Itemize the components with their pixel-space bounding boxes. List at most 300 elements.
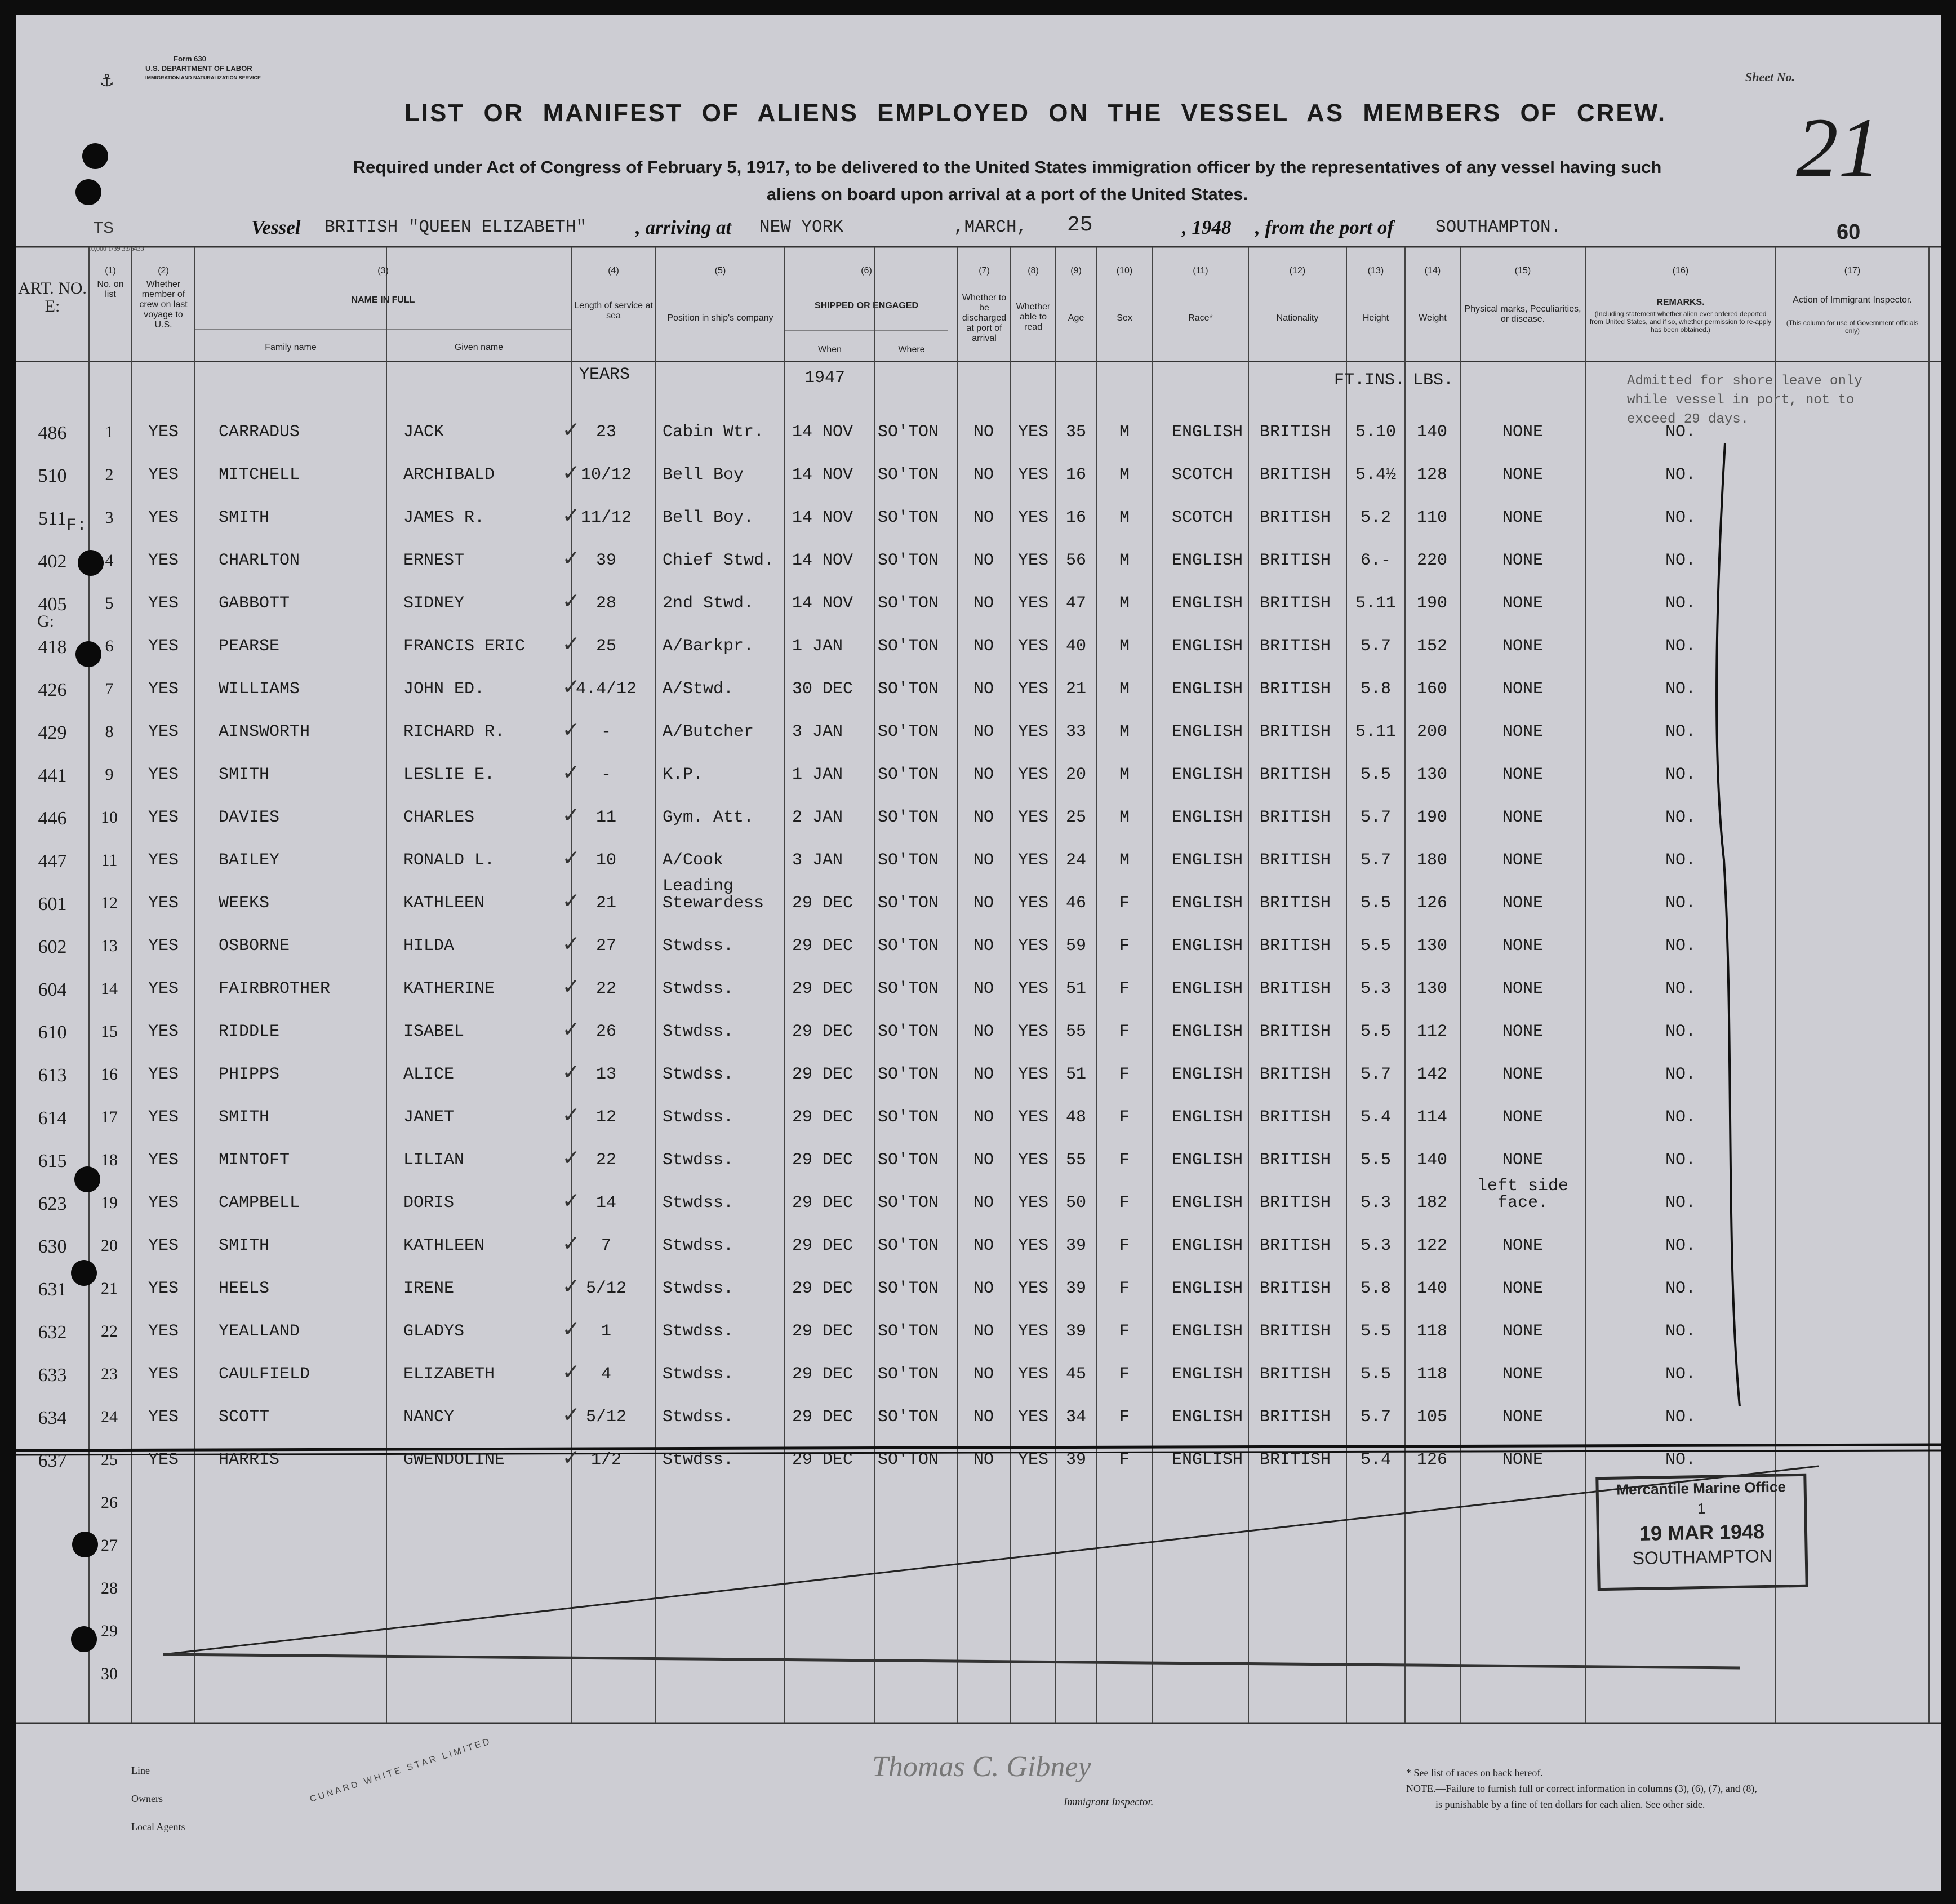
cell-position: Stwdss.: [663, 1450, 734, 1470]
cell-service: 26: [595, 1022, 616, 1041]
cell-where: SO'TON: [878, 508, 939, 527]
cell-age: 34: [1065, 1408, 1086, 1427]
checkmark-icon: ✓: [563, 1017, 579, 1045]
cell-position: A/Barkpr.: [663, 637, 754, 656]
cell-last: YES: [148, 508, 179, 527]
cell-position: Stwdss.: [663, 1193, 734, 1213]
cell-height: 5.7: [1360, 851, 1391, 870]
cell-height: 5.10: [1355, 423, 1396, 442]
cell-age: 16: [1065, 508, 1086, 527]
cell-read: YES: [1017, 1151, 1048, 1170]
cell-age: 48: [1065, 1108, 1086, 1127]
cell-weight: 142: [1416, 1065, 1447, 1084]
cell-sex: M: [1119, 594, 1130, 613]
cell-service: 1/2: [590, 1450, 621, 1470]
cell-no: 6: [105, 637, 114, 655]
cell-remarks: NO.: [1665, 937, 1696, 956]
cell-sex: F: [1119, 1450, 1130, 1470]
cell-last: YES: [148, 423, 179, 442]
cell-race: ENGLISH: [1172, 1108, 1243, 1127]
checkmark-icon: ✓: [563, 503, 579, 531]
cell-height: 5.5: [1360, 937, 1391, 956]
cell-given: JANET: [403, 1108, 455, 1127]
column-number-c9: (9): [1070, 266, 1082, 276]
arriving-label: , arriving at: [635, 216, 732, 238]
cell-marks: NONE: [1502, 594, 1543, 613]
cell-nat: BRITISH: [1260, 1193, 1331, 1213]
cell-last: YES: [148, 1108, 179, 1127]
cell-when: 29 DEC: [792, 1193, 853, 1213]
cell-race: ENGLISH: [1172, 594, 1243, 613]
cell-race: ENGLISH: [1172, 1022, 1243, 1041]
cell-weight: 152: [1416, 637, 1447, 656]
subtitle-line-1: Required under Act of Congress of February 5, 1917, to be delivered to the United States immigration officer by the representatives of any vessel having such: [353, 157, 1662, 177]
cell-height: 5.8: [1360, 680, 1391, 699]
cell-weight: 118: [1416, 1322, 1447, 1341]
cell-service: 11: [595, 808, 616, 827]
checkmark-icon: ✓: [563, 1359, 579, 1387]
cell-height: 5.7: [1360, 1408, 1391, 1427]
cell-family: MINTOFT: [219, 1151, 290, 1170]
cell-service: 39: [595, 551, 616, 570]
cell-sex: M: [1119, 508, 1130, 527]
cell-no: 11: [101, 851, 118, 869]
cell-family: WEEKS: [219, 894, 270, 913]
cell-when: 29 DEC: [792, 1365, 853, 1384]
cell-service: 5/12: [585, 1279, 626, 1298]
cell-when: 2 JAN: [792, 808, 843, 827]
cell-given: ALICE: [403, 1065, 455, 1084]
cell-where: SO'TON: [878, 937, 939, 956]
cell-height: 5.5: [1360, 765, 1391, 784]
cell-given: IRENE: [403, 1279, 455, 1298]
cell-weight: 126: [1416, 1450, 1447, 1470]
column-header-c3b: Given name: [454, 343, 504, 352]
cell-disch: NO: [973, 1408, 994, 1427]
cell-disch: NO: [973, 1450, 994, 1470]
service-name: IMMIGRATION AND NATURALIZATION SERVICE: [145, 75, 261, 81]
cell-weight: 200: [1416, 722, 1447, 742]
cell-last: YES: [148, 1322, 179, 1341]
cell-last: YES: [148, 722, 179, 742]
cell-when: 29 DEC: [792, 979, 853, 998]
cell-weight: 130: [1416, 937, 1447, 956]
cell-last: YES: [148, 680, 179, 699]
cell-position: Stwdss.: [663, 1365, 734, 1384]
cell-read: YES: [1017, 423, 1048, 442]
column-header-c17: Action of Immigrant Inspector.: [1793, 295, 1912, 305]
cell-disch: NO: [973, 1322, 994, 1341]
cell-given: RONALD L.: [403, 851, 495, 870]
cell-given: KATHLEEN: [403, 1236, 485, 1255]
cell-no: 17: [101, 1108, 118, 1126]
footer-agents-label: Local Agents: [131, 1821, 185, 1832]
form-number: Form 630: [174, 55, 206, 63]
cell-read: YES: [1017, 1108, 1048, 1127]
cell-marks: NONE: [1502, 423, 1543, 442]
cell-marks: NONE: [1502, 1151, 1543, 1170]
cell-race: ENGLISH: [1172, 551, 1243, 570]
cell-no: 7: [105, 680, 114, 698]
cell-disch: NO: [973, 637, 994, 656]
footer-owners-label: Owners: [131, 1793, 163, 1804]
empty-row-number: 28: [101, 1579, 118, 1597]
cell-disch: NO: [973, 1193, 994, 1213]
cell-when: 29 DEC: [792, 937, 853, 956]
cell-art: 426: [38, 680, 67, 700]
cell-no: 8: [105, 722, 114, 741]
remark-note: Admitted for shore leave only while vessel in port, not to exceed 29 days.: [1627, 374, 1862, 427]
cell-art: 418: [38, 637, 67, 658]
cell-disch: NO: [973, 937, 994, 956]
cell-service: 28: [595, 594, 616, 613]
cell-given: NANCY: [403, 1408, 455, 1427]
cell-weight: 190: [1416, 808, 1447, 827]
cell-when: 29 DEC: [792, 1236, 853, 1255]
cell-nat: BRITISH: [1260, 551, 1331, 570]
sheet-label: Sheet No.: [1745, 70, 1795, 84]
cell-art: 634: [38, 1408, 67, 1428]
cell-family: SMITH: [219, 508, 270, 527]
cell-marks: NONE: [1502, 765, 1543, 784]
cell-read: YES: [1017, 594, 1048, 613]
cell-age: 21: [1065, 680, 1086, 699]
cell-age: 39: [1065, 1236, 1086, 1255]
cell-remarks: NO.: [1665, 1022, 1696, 1041]
department-name: U.S. DEPARTMENT OF LABOR: [145, 64, 252, 73]
cell-family: YEALLAND: [219, 1322, 300, 1341]
from-label: , from the port of: [1255, 216, 1394, 238]
cell-sex: F: [1119, 1022, 1130, 1041]
cell-read: YES: [1017, 1236, 1048, 1255]
column-number-c10: (10): [1116, 266, 1133, 276]
cell-given: ARCHIBALD: [403, 465, 495, 485]
unit-label-unit_years: YEARS: [579, 365, 630, 384]
cell-no: 15: [101, 1022, 118, 1041]
cell-marks: NONE: [1502, 1022, 1543, 1041]
cell-family: SMITH: [219, 1108, 270, 1127]
cell-art: 637: [38, 1450, 67, 1471]
cell-height: 5.7: [1360, 1065, 1391, 1084]
cell-given: HILDA: [403, 937, 455, 956]
cell-height: 6.-: [1360, 551, 1391, 570]
cell-family: AINSWORTH: [219, 722, 310, 742]
cell-marks: left side face.: [1477, 1177, 1569, 1213]
cell-when: 29 DEC: [792, 1450, 853, 1470]
cell-where: SO'TON: [878, 851, 939, 870]
cell-read: YES: [1017, 637, 1048, 656]
vessel-name: BRITISH "QUEEN ELIZABETH": [324, 218, 587, 237]
inspector-label: Immigrant Inspector.: [1064, 1796, 1154, 1808]
cell-position: 2nd Stwd.: [663, 594, 754, 613]
cell-weight: 130: [1416, 979, 1447, 998]
cell-service: 22: [595, 1151, 616, 1170]
cell-position: Cabin Wtr.: [663, 423, 764, 442]
cell-position: A/Cook: [663, 851, 724, 870]
cell-height: 5.4: [1360, 1450, 1391, 1470]
cell-race: ENGLISH: [1172, 979, 1243, 998]
cell-age: 59: [1065, 937, 1086, 956]
cell-age: 35: [1065, 423, 1086, 442]
column-note-c17_note: (This column for use of Government officials only): [1786, 319, 1919, 335]
cell-no: 18: [101, 1151, 118, 1169]
cell-race: ENGLISH: [1172, 680, 1243, 699]
cell-height: 5.3: [1360, 979, 1391, 998]
cell-when: 14 NOV: [792, 465, 853, 485]
cell-where: SO'TON: [878, 808, 939, 827]
checkmark-icon: ✓: [563, 1445, 579, 1473]
cell-where: SO'TON: [878, 423, 939, 442]
cell-service: 25: [595, 637, 616, 656]
footer-note-races: * See list of races on back hereof.: [1406, 1767, 1543, 1778]
column-header-c15: Physical marks, Peculiarities, or disease.: [1464, 304, 1581, 324]
cell-sex: F: [1119, 1322, 1130, 1341]
checkmark-icon: ✓: [563, 802, 579, 831]
cell-service: 12: [595, 1108, 616, 1127]
cell-disch: NO: [973, 680, 994, 699]
cell-marks: NONE: [1502, 1279, 1543, 1298]
cell-disch: NO: [973, 851, 994, 870]
cell-height: 5.5: [1360, 1151, 1391, 1170]
cell-read: YES: [1017, 1022, 1048, 1041]
cell-disch: NO: [973, 1108, 994, 1127]
cell-height: 5.4½: [1355, 465, 1396, 485]
cell-where: SO'TON: [878, 1193, 939, 1213]
cell-age: 40: [1065, 637, 1086, 656]
cell-given: GLADYS: [403, 1322, 465, 1341]
cell-where: SO'TON: [878, 680, 939, 699]
cell-sex: M: [1119, 680, 1130, 699]
column-number-c5: (5): [714, 266, 726, 276]
cell-sex: F: [1119, 1108, 1130, 1127]
column-header-c3: NAME IN FULL: [351, 295, 415, 305]
cell-marks: NONE: [1502, 851, 1543, 870]
cell-sex: M: [1119, 722, 1130, 742]
cell-where: SO'TON: [878, 1151, 939, 1170]
column-header-c4: Length of service at sea: [574, 301, 653, 321]
column-header-c10: Sex: [1117, 313, 1132, 323]
cell-family: WILLIAMS: [219, 680, 300, 699]
cell-read: YES: [1017, 465, 1048, 485]
checkmark-icon: ✓: [563, 974, 579, 1002]
cell-given: SIDNEY: [403, 594, 465, 613]
cell-remarks: NO.: [1665, 594, 1696, 613]
cell-height: 5.5: [1360, 1365, 1391, 1384]
cell-read: YES: [1017, 894, 1048, 913]
punch-hole: [71, 1260, 97, 1286]
cell-no: 1: [105, 423, 114, 441]
cell-last: YES: [148, 1151, 179, 1170]
cell-position: Stwdss.: [663, 1408, 734, 1427]
cell-no: 12: [101, 894, 118, 912]
cell-family: SMITH: [219, 765, 270, 784]
cell-race: ENGLISH: [1172, 722, 1243, 742]
cell-when: 29 DEC: [792, 894, 853, 913]
cell-weight: 110: [1416, 508, 1447, 527]
cell-weight: 220: [1416, 551, 1447, 570]
column-number-c1: (1): [105, 266, 116, 276]
vessel-label: Vessel: [251, 216, 301, 238]
cell-last: YES: [148, 1450, 179, 1470]
column-number-c3: (3): [377, 266, 389, 276]
cell-family: CAULFIELD: [219, 1365, 310, 1384]
cell-art: 613: [38, 1065, 67, 1086]
cell-position: Stwdss.: [663, 1151, 734, 1170]
cell-marks: NONE: [1502, 722, 1543, 742]
cell-age: 45: [1065, 1365, 1086, 1384]
cell-weight: 140: [1416, 423, 1447, 442]
cell-height: 5.7: [1360, 808, 1391, 827]
cell-disch: NO: [973, 1022, 994, 1041]
cell-service: 14: [595, 1193, 616, 1213]
mercantile-marine-stamp: [1595, 1474, 1808, 1591]
cell-race: ENGLISH: [1172, 1408, 1243, 1427]
from-port: SOUTHAMPTON.: [1435, 218, 1562, 237]
cell-weight: 180: [1416, 851, 1447, 870]
cell-last: YES: [148, 1279, 179, 1298]
cell-last: YES: [148, 1065, 179, 1084]
cell-disch: NO: [973, 551, 994, 570]
unit-label-unit_lbs: LBS.: [1413, 371, 1454, 390]
cell-service: 10/12: [580, 465, 632, 485]
page-number: 60: [1837, 220, 1861, 244]
cell-marks: NONE: [1502, 979, 1543, 998]
checkmark-icon: ✓: [563, 1188, 579, 1216]
cell-remarks: NO.: [1665, 894, 1696, 913]
margin-letter-f: F:: [66, 516, 87, 535]
cell-marks: NONE: [1502, 508, 1543, 527]
cell-height: 5.3: [1360, 1236, 1391, 1255]
column-header-c1: No. on list: [97, 279, 124, 299]
cell-family: DAVIES: [219, 808, 280, 827]
cell-age: 51: [1065, 1065, 1086, 1084]
cell-given: LESLIE E.: [403, 765, 495, 784]
cell-position: Bell Boy: [663, 465, 744, 485]
margin-letter-g: G:: [37, 612, 54, 631]
cell-last: YES: [148, 894, 179, 913]
cell-nat: BRITISH: [1260, 1365, 1331, 1384]
sheet-number: 21: [1796, 101, 1881, 194]
cell-no: 20: [101, 1236, 118, 1255]
cell-race: ENGLISH: [1172, 1236, 1243, 1255]
empty-row-number: 29: [101, 1622, 118, 1640]
cell-art: 447: [38, 851, 67, 872]
cell-marks: NONE: [1502, 808, 1543, 827]
cell-art: 405: [38, 594, 67, 615]
cell-nat: BRITISH: [1260, 1065, 1331, 1084]
cell-disch: NO: [973, 423, 994, 442]
cell-service: 4.4/12: [575, 680, 637, 699]
cell-when: 3 JAN: [792, 851, 843, 870]
cell-race: ENGLISH: [1172, 1450, 1243, 1470]
cell-marks: NONE: [1502, 1236, 1543, 1255]
cell-race: ENGLISH: [1172, 851, 1243, 870]
cell-marks: NONE: [1502, 637, 1543, 656]
arrival-year: , 1948: [1182, 216, 1232, 238]
cell-weight: 130: [1416, 765, 1447, 784]
document-title: LIST OR MANIFEST OF ALIENS EMPLOYED ON THE VESSEL AS MEMBERS OF CREW.: [404, 99, 1667, 127]
column-header-c12: Nationality: [1276, 313, 1319, 323]
cell-art: 402: [38, 551, 67, 572]
cell-family: CAMPBELL: [219, 1193, 300, 1213]
cell-given: KATHERINE: [403, 979, 495, 998]
column-number-c15: (15): [1514, 266, 1531, 276]
cell-last: YES: [148, 808, 179, 827]
checkmark-icon: ✓: [563, 1145, 579, 1173]
cell-position: Stwdss.: [663, 937, 734, 956]
cell-age: 51: [1065, 979, 1086, 998]
cell-where: SO'TON: [878, 637, 939, 656]
checkmark-icon: ✓: [563, 931, 579, 959]
cell-sex: F: [1119, 1279, 1130, 1298]
cell-age: 39: [1065, 1322, 1086, 1341]
cell-weight: 114: [1416, 1108, 1447, 1127]
column-header-c14: Weight: [1419, 313, 1447, 323]
cell-sex: F: [1119, 979, 1130, 998]
cell-remarks: NO.: [1665, 851, 1696, 870]
cell-race: ENGLISH: [1172, 423, 1243, 442]
cell-given: KATHLEEN: [403, 894, 485, 913]
cell-remarks: NO.: [1665, 637, 1696, 656]
cell-last: YES: [148, 851, 179, 870]
cell-marks: NONE: [1502, 937, 1543, 956]
cell-weight: 190: [1416, 594, 1447, 613]
footer-line-label: Line: [131, 1765, 150, 1776]
cell-position: Chief Stwd.: [663, 551, 775, 570]
cell-disch: NO: [973, 1279, 994, 1298]
cell-read: YES: [1017, 1408, 1048, 1427]
cell-art: 446: [38, 808, 67, 829]
cell-art: 601: [38, 894, 67, 915]
cell-weight: 182: [1416, 1193, 1447, 1213]
cell-height: 5.8: [1360, 1279, 1391, 1298]
column-number-c13: (13): [1367, 266, 1384, 276]
cell-race: ENGLISH: [1172, 637, 1243, 656]
cell-given: GWENDOLINE: [403, 1450, 505, 1470]
cell-disch: NO: [973, 722, 994, 742]
cell-service: 5/12: [585, 1408, 626, 1427]
cell-nat: BRITISH: [1260, 1322, 1331, 1341]
cell-race: ENGLISH: [1172, 894, 1243, 913]
cell-nat: BRITISH: [1260, 1022, 1331, 1041]
cell-marks: NONE: [1502, 1065, 1543, 1084]
cell-race: ENGLISH: [1172, 1365, 1243, 1384]
cell-height: 5.7: [1360, 637, 1391, 656]
checkmark-icon: ✓: [563, 1231, 579, 1259]
cell-where: SO'TON: [878, 894, 939, 913]
cell-position: Stwdss.: [663, 1279, 734, 1298]
cell-sex: M: [1119, 465, 1130, 485]
cell-where: SO'TON: [878, 465, 939, 485]
column-header-c13: Height: [1362, 313, 1389, 323]
empty-row-number: 26: [101, 1493, 118, 1512]
cell-age: 24: [1065, 851, 1086, 870]
cell-when: 30 DEC: [792, 680, 853, 699]
cell-art: 630: [38, 1236, 67, 1257]
cell-remarks: NO.: [1665, 722, 1696, 742]
cell-last: YES: [148, 1022, 179, 1041]
cell-disch: NO: [973, 1236, 994, 1255]
cell-nat: BRITISH: [1260, 851, 1331, 870]
cell-read: YES: [1017, 680, 1048, 699]
cell-race: ENGLISH: [1172, 765, 1243, 784]
cell-weight: 160: [1416, 680, 1447, 699]
column-header-art_no: ART. NO. E:: [18, 279, 87, 316]
manifest-sheet: [16, 15, 1941, 1891]
cell-art: 429: [38, 722, 67, 743]
cell-nat: BRITISH: [1260, 1151, 1331, 1170]
cell-remarks: NO.: [1665, 680, 1696, 699]
